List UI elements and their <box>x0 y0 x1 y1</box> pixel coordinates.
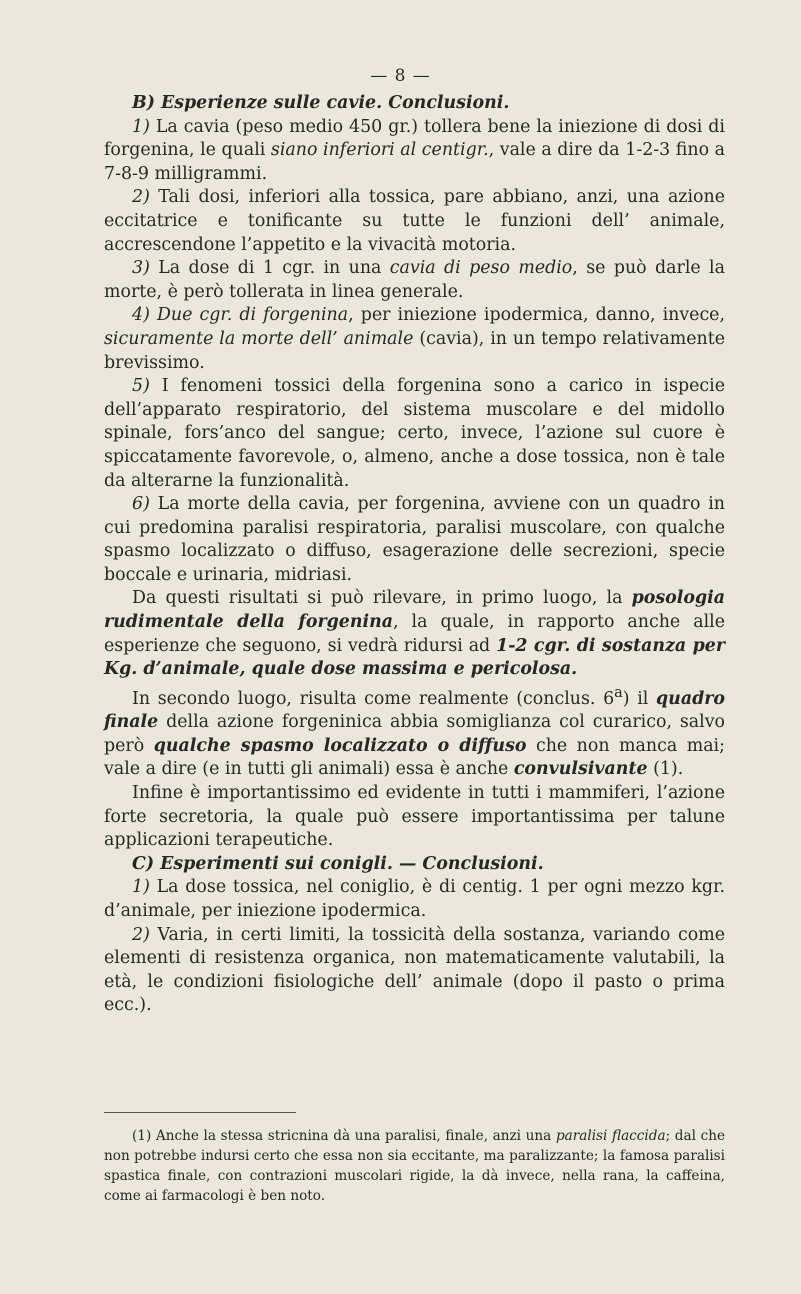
paragraph <box>104 493 725 587</box>
text-run: Infine è importantissimo ed evidente in tutti i mammiferi, l’azione forte secretoria, la quale può essere importantissima per talune applicazioni terapeutiche. <box>104 783 725 851</box>
text-run: (1) Anche la stessa stricnina dà una paralisi, finale, anzi una <box>132 1128 556 1144</box>
text-run: , per iniezione ipodermica, danno, invece, <box>348 305 726 326</box>
paragraph <box>104 116 725 187</box>
footnote-divider <box>104 1112 296 1113</box>
text-run: ; dal che non potrebbe indursi certo che essa non sia eccitante, ma paralizzante; la famosa paralisi spastica finale, con contrazioni muscolari rigide, la dà invece, nella rana, la caffeina, come ai farmacologi è ben noto. <box>104 1128 725 1204</box>
italic-run: convulsivante <box>513 759 648 780</box>
text-run: La cavia (peso medio 450 gr.) tollera bene la iniezione di dosi di forgenina, le quali <box>104 116 725 161</box>
section-c-heading <box>104 853 725 877</box>
item-number: 6) <box>132 494 150 515</box>
paragraph <box>104 375 725 493</box>
text-run: La dose di 1 cgr. in una <box>158 258 390 279</box>
text-run: I fenomeni tossici della forgenina sono a carico in ispecie dell’apparato respiratorio, del sistema muscolare e del midollo spinale, fors’anco del sangue; certo, invece, l’azione sul cuore è spiccatamente favorevole, o, almeno, anche a dose tossica, non è tale da alterarne la funzionalità. <box>104 376 725 491</box>
paragraph <box>104 257 725 304</box>
footnote <box>104 1126 725 1206</box>
item-number: 2) <box>132 924 150 945</box>
item-number: 5) <box>132 376 150 397</box>
paragraph <box>104 304 725 375</box>
italic-run: sicuramente la morte dell’ animale <box>104 328 414 349</box>
text-run: che non manca mai; vale a dire (e in tutti gli animali) essa è anche <box>104 735 725 780</box>
item-number: 3) <box>132 258 150 279</box>
text-run: , vale a dire da 1-2-3 fino a 7-8-9 milligrammi. <box>104 140 725 184</box>
italic-run: Due cgr. di forgenina <box>156 305 349 326</box>
text-run: Varia, in certi limiti, la tossicità della sostanza, variando come elementi di resistenza organica, non matematicamente valutabili, la età, le condizioni fisiologiche dell’ animale (dopo il pasto o prima ecc.). <box>104 924 726 1016</box>
text-run: Tali dosi, inferiori alla tossica, pare abbiano, anzi, una azione eccitatrice e tonificante su tutte le funzioni dell’ animale, accrescendone l’appetito e la vivacità motoria. <box>104 187 725 255</box>
text-run: (1). <box>647 759 684 780</box>
text-run: ) il <box>622 688 657 709</box>
paragraph <box>104 782 725 853</box>
paragraph <box>104 682 725 782</box>
paragraph <box>104 876 725 923</box>
text-run: La dose tossica, nel coniglio, è di centig. 1 per ogni mezzo kgr. d’animale, per iniezione ipodermica. <box>104 877 725 921</box>
text-run: La morte della cavia, per forgenina, avviene con un quadro in cui predomina paralisi respiratoria, paralisi muscolare, con qualche spasmo localizzato o diffuso, esagerazione delle secrezioni, specie boccale e urinaria, midriasi. <box>104 494 725 585</box>
italic-run: posologia rudimentale della forgenina <box>104 588 725 633</box>
text-run: della azione forgeninica abbia somiglianza col curarico, salvo però <box>104 712 725 756</box>
italic-run: cavia di peso medio <box>389 258 573 279</box>
italic-run: paralisi flaccida <box>555 1128 666 1144</box>
page-number: — 8 — <box>370 66 431 86</box>
section-heading: C) Esperimenti sui conigli. — Conclusioni. <box>132 853 544 874</box>
item-number: 1) <box>132 877 150 898</box>
section-heading: B) Esperienze sulle cavie. Conclusioni. <box>132 93 510 113</box>
italic-run: qualche spasmo localizzato o diffuso <box>153 735 527 756</box>
text-run: Da questi risultati si può rilevare, in primo luogo, la <box>132 588 632 609</box>
superscript: a <box>614 684 623 701</box>
text-run: , la quale, in rapporto anche alle esperienze che seguono, si vedrà ridursi ad <box>104 612 725 656</box>
section-b-heading <box>104 92 725 116</box>
text-run: , se può darle la morte, è però tollerata in linea generale. <box>104 258 725 302</box>
body-text <box>104 92 725 1018</box>
footnote-text <box>104 1126 725 1206</box>
item-number: 4) <box>132 305 150 326</box>
italic-run: 1-2 cgr. di sostanza per Kg. d’animale, quale dose massima e pericolosa. <box>104 635 725 680</box>
item-number: 1) <box>132 116 150 137</box>
paragraph <box>104 587 725 681</box>
italic-run: siano inferiori al centigr. <box>270 140 489 161</box>
item-number: 2) <box>132 187 150 208</box>
paragraph <box>104 186 725 257</box>
text-run: In secondo luogo, risulta come realmente (conclus. 6 <box>132 688 615 709</box>
paragraph <box>104 924 725 1018</box>
italic-run: quadro finale <box>104 688 726 733</box>
text-run: (cavia), in un tempo relativamente brevissimo. <box>104 328 726 373</box>
